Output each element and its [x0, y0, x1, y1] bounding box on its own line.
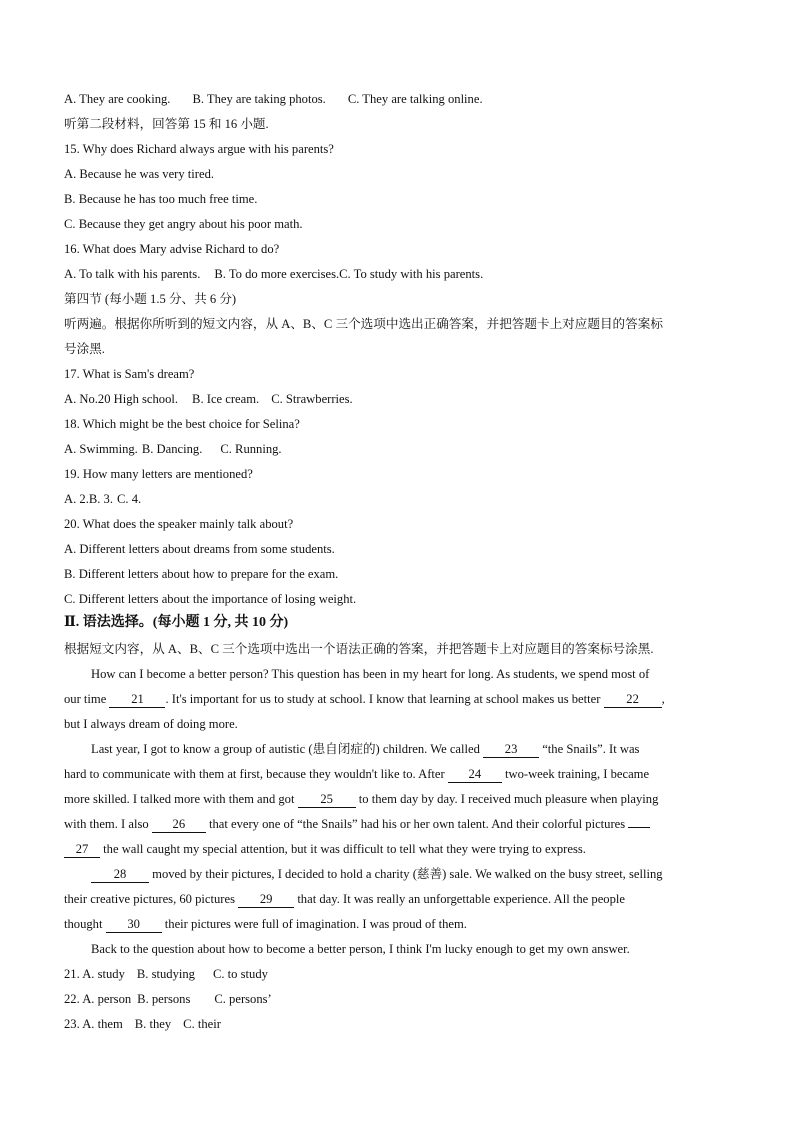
option-c: C. To study with his parents.: [339, 267, 484, 281]
passage-line: 28 moved by their pictures, I decided to hold a charity (慈善) sale. We walked on the busy street, selling: [91, 865, 663, 883]
question-19: 19. How many letters are mentioned?: [64, 467, 253, 481]
blank-23: 23: [483, 742, 539, 758]
passage-line: our time 21 . It's important for us to study at school. I know that learning at school makes us better 22 ,: [64, 692, 665, 706]
blank-25: 25: [298, 792, 356, 808]
passage-line: How can I become a better person? This question has been in my heart for long. As students, we spend most of: [91, 667, 650, 681]
option-c: C. Strawberries.: [271, 392, 353, 406]
passage-line: more skilled. I talked more with them and got 25 to them day by day. I received much pleasure when playing: [64, 792, 659, 806]
question-21: [64, 965, 268, 983]
blank-29: 29: [238, 892, 294, 908]
blank-30: 30: [106, 917, 162, 933]
option-c: C. Because they get angry about his poor math.: [64, 217, 303, 231]
option-b: B. Different letters about how to prepare for the exam.: [64, 567, 339, 581]
passage-line: thought 30 their pictures were full of imagination. I was proud of them.: [64, 917, 467, 931]
blank-22: 22: [604, 692, 662, 708]
option-a: A. To talk with his parents.: [64, 267, 201, 281]
section-instruction: 根据短文内容，从 A、B、C 三个选项中选出一个语法正确的答案，并把答题卡上对应题目的答案标号涂黑.: [64, 642, 654, 656]
question-22: [64, 990, 272, 1008]
option-a: A. Different letters about dreams from some students.: [64, 542, 335, 556]
blank-28: 28: [91, 867, 149, 883]
blank-27-start: [628, 827, 650, 828]
option-a: A. They are cooking.: [64, 92, 171, 106]
option-b: B. persons: [137, 992, 191, 1006]
question-20: 20. What does the speaker mainly talk about?: [64, 517, 294, 531]
question-18: 18. Which might be the best choice for Selina?: [64, 417, 300, 431]
option-b: B. studying: [136, 967, 195, 981]
blank-27: 27: [64, 842, 100, 858]
question-23: [64, 1015, 221, 1033]
passage-line: their creative pictures, 60 pictures 29 that day. It was really an unforgettable experience. All the people: [64, 892, 625, 906]
option-a: 21. A. study: [64, 967, 125, 981]
option-a: A. 2.: [64, 492, 89, 506]
option-c: C. They are talking online.: [347, 92, 483, 106]
q16-options: [64, 265, 483, 283]
blank-24: 24: [448, 767, 502, 783]
option-b: B. They are taking photos.: [192, 92, 326, 106]
question-16: 16. What does Mary advise Richard to do?: [64, 242, 280, 256]
option-c: C. Running.: [220, 442, 282, 456]
option-a: A. Because he was very tired.: [64, 167, 215, 181]
option-b: B. Dancing.: [141, 442, 203, 456]
q17-options: [64, 390, 353, 408]
option-a: 22. A. person: [64, 992, 132, 1006]
q18-options: [64, 440, 282, 458]
option-b: B. Because he has too much free time.: [64, 192, 258, 206]
passage-line: 27 the wall caught my special attention, but it was difficult to tell what they were trying to express.: [64, 840, 586, 858]
option-b: B. they: [134, 1017, 172, 1031]
option-b: B. To do more exercises.: [214, 267, 340, 281]
part-heading: Ⅱ. 语法选择。(每小题 1 分, 共 10 分): [64, 615, 289, 630]
blank-26: 26: [152, 817, 206, 833]
option-c: C. 4.: [117, 492, 142, 506]
section-instruction-cont: 号涂黑.: [64, 342, 105, 356]
q19-options: [64, 490, 141, 508]
blank-21: 21: [109, 692, 165, 708]
option-a: 23. A. them: [64, 1017, 123, 1031]
question-17: 17. What is Sam's dream?: [64, 367, 195, 381]
option-c: C. to study: [212, 967, 268, 981]
passage-line: but I always dream of doing more.: [64, 717, 238, 731]
option-c: C. Different letters about the importance of losing weight.: [64, 592, 357, 606]
option-c: C. their: [183, 1017, 221, 1031]
section-instruction: 听第二段材料，回答第 15 和 16 小题.: [64, 117, 269, 131]
option-a: A. No.20 High school.: [64, 392, 179, 406]
option-a: A. Swimming.: [64, 442, 138, 456]
passage-line: hard to communicate with them at first, because they wouldn't like to. After 24 two-week training, I became: [64, 767, 650, 781]
option-c: C. persons’: [214, 992, 272, 1006]
passage-line: with them. I also 26 that every one of “the Snails” had his or her own talent. And their colorful pictures: [64, 815, 650, 833]
option-b: B. 3.: [88, 492, 113, 506]
question-15: 15. Why does Richard always argue with his parents?: [64, 142, 334, 156]
passage-line: Last year, I got to know a group of autistic (患自闭症的) children. We called 23 “the Snails”. It was: [91, 742, 640, 756]
q14-options: [64, 90, 483, 108]
section-instruction: 听两遍。根据你所听到的短文内容，从 A、B、C 三个选项中选出正确答案，并把答题卡上对应题目的答案标: [64, 317, 663, 331]
passage-line: Back to the question about how to become a better person, I think I'm lucky enough to get my own answer.: [91, 942, 630, 956]
option-b: B. Ice cream.: [192, 392, 260, 406]
section-heading: 第四节 (每小题 1.5 分、共 6 分): [64, 292, 237, 306]
